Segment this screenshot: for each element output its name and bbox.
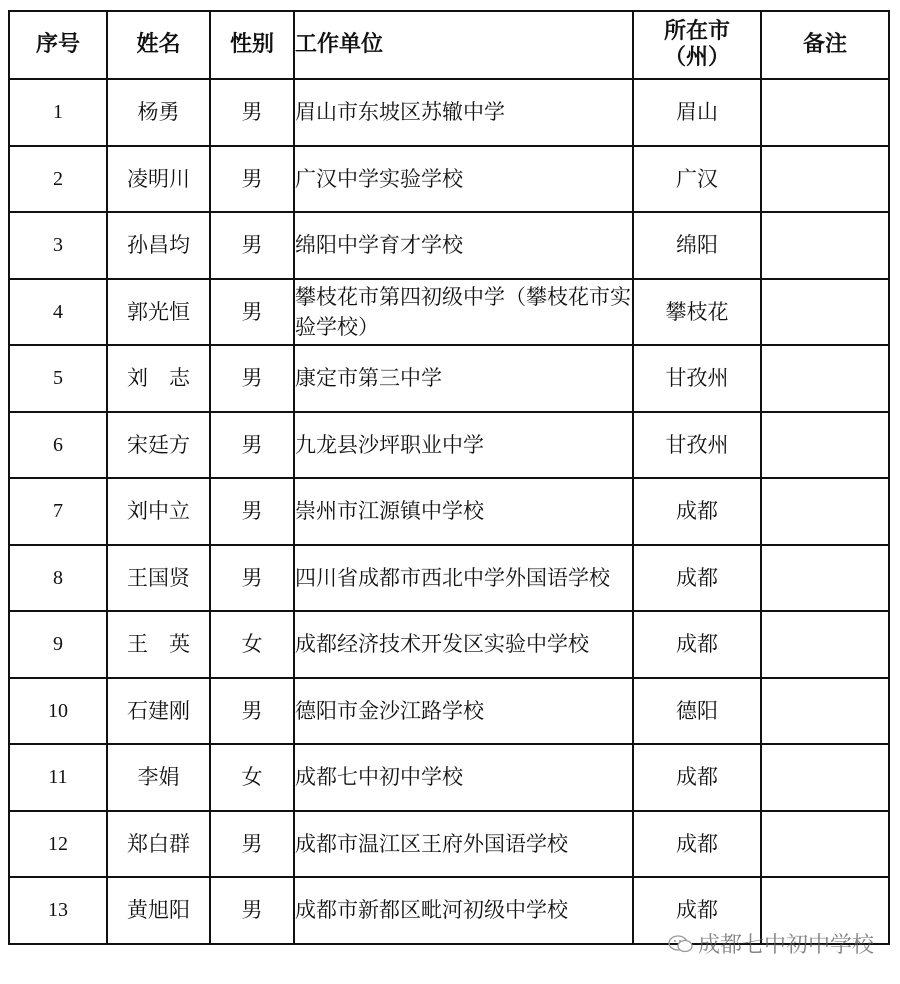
table-row [9,212,889,279]
watermark [668,928,874,959]
table-row [9,545,889,612]
table-row [9,412,889,479]
cell-index: 11 [9,744,107,811]
cell-name: 王国贤 [107,545,210,612]
cell-workplace: 四川省成都市西北中学外国语学校 [294,545,633,612]
table-row [9,811,889,878]
cell-city: 成都 [633,877,761,944]
cell-name: 李娟 [107,744,210,811]
header-city-text: 所在市（州） [663,19,730,70]
header-row [9,11,889,79]
cell-gender: 男 [210,279,294,346]
cell-gender: 男 [210,678,294,745]
cell-city: 眉山 [633,79,761,146]
cell-city: 广汉 [633,146,761,213]
cell-city: 成都 [633,478,761,545]
cell-name: 石建刚 [107,678,210,745]
cell-workplace: 德阳市金沙江路学校 [294,678,633,745]
cell-city: 成都 [633,811,761,878]
cell-city: 成都 [633,545,761,612]
cell-name: 郭光恒 [107,279,210,346]
cell-remarks [761,279,889,346]
cell-workplace: 康定市第三中学 [294,345,633,412]
header-name: 姓名 [107,11,210,79]
cell-gender: 男 [210,877,294,944]
cell-remarks [761,678,889,745]
cell-city: 成都 [633,611,761,678]
cell-index: 8 [9,545,107,612]
cell-index: 5 [9,345,107,412]
cell-remarks [761,811,889,878]
cell-index: 10 [9,678,107,745]
wechat-icon [668,934,694,954]
roster-table [8,10,890,945]
cell-name: 黄旭阳 [107,877,210,944]
cell-workplace: 攀枝花市第四初级中学（攀枝花市实验学校） [294,279,633,346]
cell-city: 甘孜州 [633,345,761,412]
cell-name: 杨勇 [107,79,210,146]
table-row [9,279,889,346]
cell-workplace: 眉山市东坡区苏辙中学 [294,79,633,146]
cell-city: 绵阳 [633,212,761,279]
cell-name: 刘中立 [107,478,210,545]
cell-city: 攀枝花 [633,279,761,346]
cell-gender: 女 [210,611,294,678]
cell-remarks [761,611,889,678]
cell-index: 3 [9,212,107,279]
cell-workplace: 成都经济技术开发区实验中学校 [294,611,633,678]
cell-name: 王 英 [107,611,210,678]
cell-name: 宋廷方 [107,412,210,479]
cell-workplace: 九龙县沙坪职业中学 [294,412,633,479]
header-index: 序号 [9,11,107,79]
cell-gender: 男 [210,146,294,213]
cell-workplace: 成都七中初中学校 [294,744,633,811]
cell-index: 4 [9,279,107,346]
cell-name: 凌明川 [107,146,210,213]
cell-index: 12 [9,811,107,878]
cell-remarks [761,545,889,612]
cell-remarks [761,345,889,412]
cell-gender: 男 [210,412,294,479]
table-row [9,79,889,146]
header-gender: 性别 [210,11,294,79]
cell-index: 13 [9,877,107,944]
table-row [9,744,889,811]
cell-workplace: 成都市新都区毗河初级中学校 [294,877,633,944]
cell-city: 德阳 [633,678,761,745]
cell-workplace: 崇州市江源镇中学校 [294,478,633,545]
table-row [9,478,889,545]
cell-name: 郑白群 [107,811,210,878]
table-row [9,678,889,745]
table-row [9,345,889,412]
cell-index: 7 [9,478,107,545]
table-row [9,611,889,678]
cell-gender: 男 [210,811,294,878]
cell-gender: 男 [210,79,294,146]
watermark-text: 成都七中初中学校 [698,933,875,958]
cell-remarks [761,146,889,213]
cell-remarks [761,412,889,479]
cell-index: 1 [9,79,107,146]
cell-gender: 男 [210,545,294,612]
header-city [633,11,761,79]
cell-index: 9 [9,611,107,678]
table-row [9,146,889,213]
cell-gender: 男 [210,478,294,545]
cell-remarks [761,79,889,146]
header-workplace: 工作单位 [294,11,633,79]
cell-gender: 男 [210,212,294,279]
cell-name: 孙昌均 [107,212,210,279]
cell-gender: 女 [210,744,294,811]
cell-index: 2 [9,146,107,213]
cell-workplace: 广汉中学实验学校 [294,146,633,213]
cell-city: 甘孜州 [633,412,761,479]
cell-city: 成都 [633,744,761,811]
cell-name: 刘 志 [107,345,210,412]
cell-index: 6 [9,412,107,479]
cell-gender: 男 [210,345,294,412]
header-remarks: 备注 [761,11,889,79]
cell-workplace: 成都市温江区王府外国语学校 [294,811,633,878]
cell-remarks [761,478,889,545]
cell-remarks [761,212,889,279]
cell-workplace: 绵阳中学育才学校 [294,212,633,279]
cell-remarks [761,744,889,811]
